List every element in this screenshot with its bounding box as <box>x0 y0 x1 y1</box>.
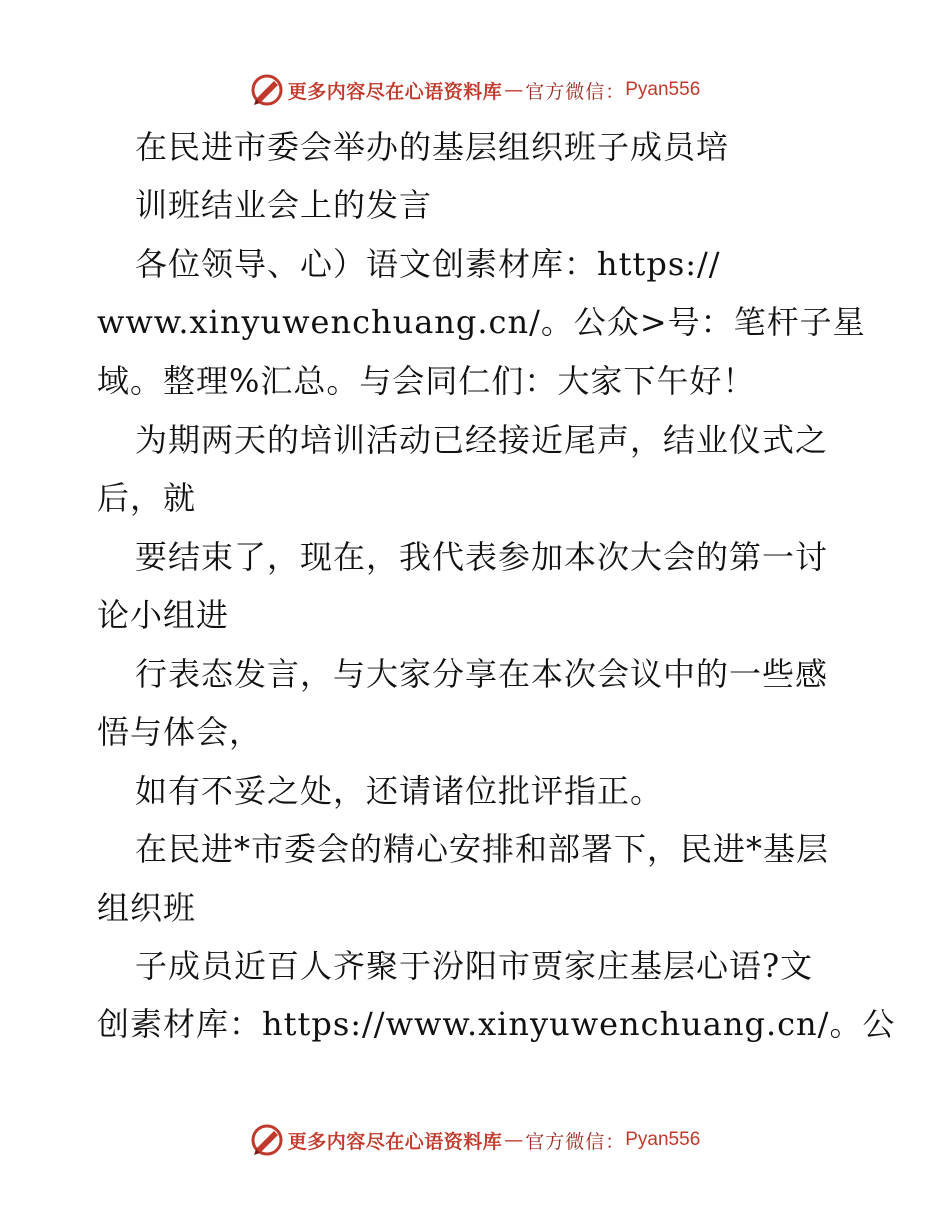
text-line: 为期两天的培训活动已经接近尾声，结业仪式之 <box>135 421 829 459</box>
text-line: 域。整理%汇总。与会同仁们：大家下午好！ <box>97 362 756 400</box>
text-line: 在民进*市委会的精心安排和部署下，民进*基层 <box>135 830 830 868</box>
text-line: 后，就 <box>97 479 197 517</box>
text-line: 悟与体会， <box>97 713 263 751</box>
text-line: 要结束了，现在，我代表参加本次大会的第一讨 <box>135 538 829 576</box>
header-banner <box>0 70 950 110</box>
banner-dash: — <box>504 79 524 101</box>
text-line: 行表态发言，与大家分享在本次会议中的一些感 <box>135 655 829 693</box>
text-line: www.xinyuwenchuang.cn/。公众>号：笔杆子星 <box>97 303 866 341</box>
banner-main-text: 更多内容尽在心语资料库 <box>287 80 503 103</box>
footer-banner <box>0 1120 950 1160</box>
title-line-2: 训班结业会上的发言 <box>135 186 433 224</box>
banner-dash: — <box>504 1129 524 1151</box>
text-line: 组织班 <box>97 889 197 927</box>
text-line: 如有不妥之处，还请诸位批评指正。 <box>135 772 664 810</box>
pen-logo-icon <box>250 1123 284 1157</box>
banner-wechat-id: Pyan556 <box>625 1129 701 1150</box>
title-line-1: 在民进市委会举办的基层组织班子成员培 <box>135 128 730 166</box>
banner-wechat-label: 官方微信： <box>525 1130 626 1153</box>
text-line: 子成员近百人齐聚于汾阳市贾家庄基层心语?文 <box>135 947 814 985</box>
text-line: 论小组进 <box>97 596 230 634</box>
pen-logo-icon <box>250 73 284 107</box>
banner-wechat-id: Pyan556 <box>625 79 701 100</box>
banner-wechat-label: 官方微信： <box>525 80 626 103</box>
banner-main-text: 更多内容尽在心语资料库 <box>287 1130 503 1153</box>
text-line: 各位领导、心）语文创素材库：https:// <box>135 245 721 283</box>
text-line: 创素材库：https://www.xinyuwenchuang.cn/。公 <box>97 1005 896 1043</box>
